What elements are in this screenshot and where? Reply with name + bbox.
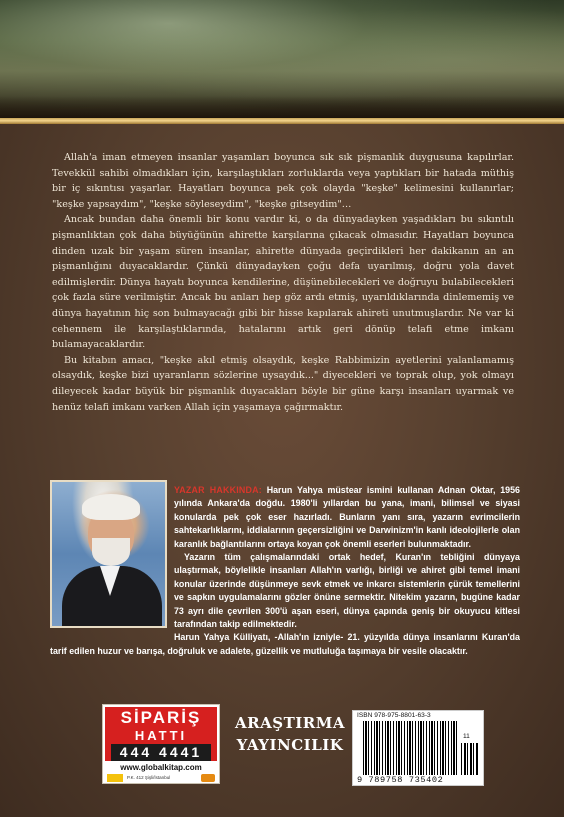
order-website: www.globalkitap.com (120, 763, 202, 772)
order-phone: 444 4441 (111, 744, 211, 761)
order-hotline-banner (105, 707, 217, 761)
publisher-name (230, 712, 350, 756)
isbn-label: ISBN 978-975-8801-63-3 (357, 712, 431, 719)
ptt-logo-icon (107, 774, 123, 782)
isbn-price-code: 11 (463, 733, 470, 740)
author-label: YAZAR HAKKINDA: (174, 485, 262, 495)
author-intro-text: Harun Yahya müstear ismini kullanan Adnan Oktar, 1956 yılında Ankara'da doğdu. 1980'li yıllardan bu yana, imani, bilimsel ve siyasi konularda pek çok eser hazırladı. Bunların yanı sıra, yazarın evrimcilerin sahtekarlıklarını, iddialarının geçersizliğini ve Darwinizm'in kanlı ideolojilerle olan karanlık bağlantılarını ortaya koyan çok önemli eserleri bulunmaktadır. (174, 485, 520, 549)
description-paragraph-3: Bu kitabın amacı, "keşke akıl etmiş olsaydık, keşke Rabbimizin ayetlerini yalanlamamış olsaydık, keşke bizi uyaranların sözlerine uysaydık..." diyecekleri ve toprak olup, yok olmayı dileyecek kadar büyük bir pişmanlık duyacakları böyle bir güne karşı insanları uyarmak ve henüz telafi imkanı varken Allah için yaşamaya çağırmaktır. (52, 354, 514, 413)
book-description (52, 150, 514, 415)
photo-spacer (50, 484, 174, 634)
publisher-line-1: ARAŞTIRMA (235, 714, 345, 732)
order-footer (105, 773, 217, 783)
isbn-barcode-box (352, 710, 484, 786)
description-paragraph-2: Ancak bundan daha önemli bir konu vardır ki, o da dünyadayken yaşadıkları bu sıkıntılı pişmanlıktan çok daha büyüğünün ahirette karşılarına çıkacak olmasıdır. Hayatları boyunca dinden uzak bir yaşam süren insanlar, ahirette dünyada geçirdikleri her dakikanın an an pişmanlığını duyacaklardır. Çünkü dünyadayken çoğu defa uyarılmış, doğru yola davet edilmişlerdir. Dünya hayatı boyunca kendilerine, düşünebilecekleri ve doğruyu bulabilecekleri çok fazla süre verilmiştir. Ancak bu anları hep göz ardı etmiş, uyarıldıklarında dinlememiş ve dünya hayatının hiç son bulmayacağı gibi bir hisse kapılarak ahireti unutmuşlardır. Ne var ki cehennem ile karşılaştıklarında, hatalarını artık geri dönüp telafi etme imkanı bulamayacaklardır. (52, 214, 514, 351)
publisher-line-2: YAYINCILIK (236, 736, 344, 754)
order-line-1: SİPARİŞ (120, 708, 202, 727)
order-line-2: HATTI (134, 728, 188, 743)
author-bio-paragraph-2: Yazarın tüm çalışmalarındaki ortak hedef, Kuran'ın tebliğini dünyaya ulaştırmak, böylelikle insanları Allah'ın varlığı, birliği ve ahiret gibi temel imani konular üzerinde düşünmeye sevk etmek ve inkarcı sistemlerin çürük temellerini ve sapkın uygulamalarını gözler önüne sermektir. Nitekim yazarın, bugüne kadar 73 ayrı dile çevrilen 300'ü aşan eseri, dünya çapında geniş bir okuyucu kitlesi tarafından takip edilmektedir. (174, 552, 520, 630)
po-box-text: P.K. 412 Şişli/İstanbul (127, 775, 171, 780)
barcode-icon (363, 721, 459, 775)
order-hotline-box (102, 704, 220, 784)
author-bio (50, 484, 520, 658)
author-bio-paragraph-3: Harun Yahya Külliyatı, -Allah'ın izniyle- 21. yüzyılda dünya insanlarını Kuran'da tarif edilen huzur ve barışa, doğruluk ve adalete, güzellik ve mutluluğa taşımaya bir vesile olacaktır. (50, 632, 520, 656)
price-barcode-icon (461, 743, 479, 775)
description-paragraph-1: Allah'a iman etmeyen insanlar yaşamları boyunca sık sık pişmanlık duygusuna kapılırlar. Tevekkül sahibi olmadıkları için, karşılaştıkları zorluklarda veya yaptıkları bir hatada müthiş bir iç sıkıntısı yaşarlar. Hayatları boyunca pek çok olayda "keşke" kelimesini kullanırlar; "keşke yapsaydım", "keşke söyleseydim", "keşke gitseydim"… (52, 152, 514, 210)
credit-card-icon (201, 774, 215, 782)
decorative-top-banner (0, 0, 564, 118)
isbn-digits: 9 789758 735402 (357, 775, 444, 785)
